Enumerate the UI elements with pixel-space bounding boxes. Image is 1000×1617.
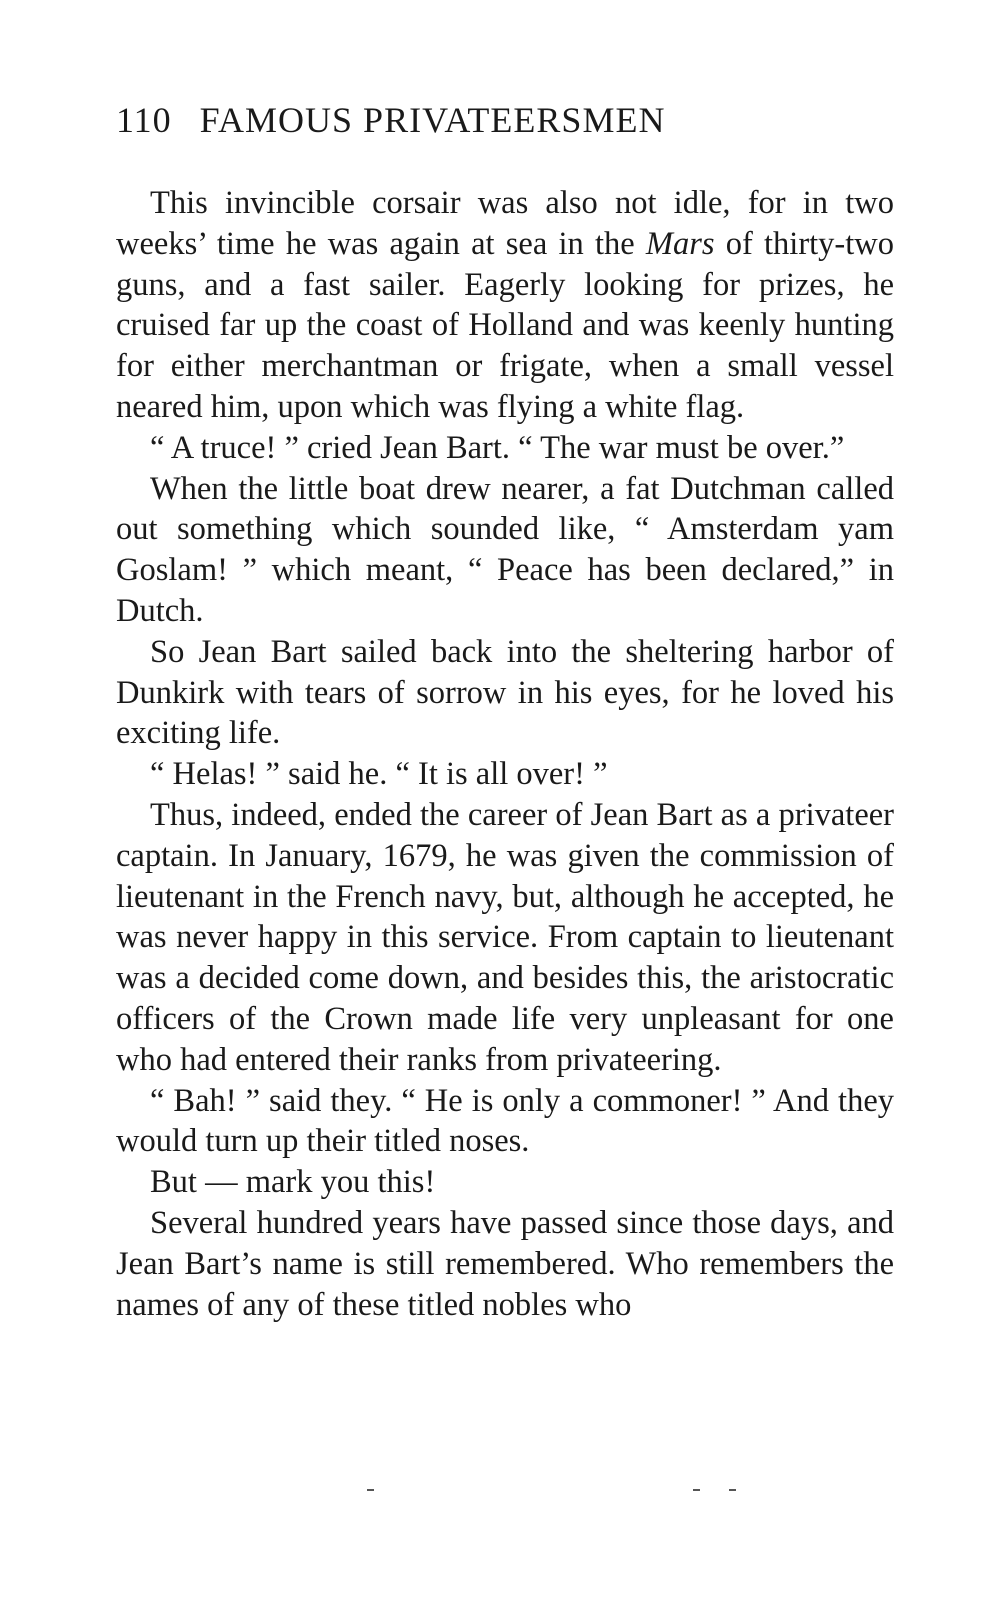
- ship-name: Mars: [645, 225, 715, 262]
- paragraph: So Jean Bart sailed back into the sheltering harbor of Dunkirk with tears of sorrow in his eyes, for he loved his exciting life.: [116, 633, 894, 752]
- body-text: [116, 183, 894, 1325]
- print-speck: [367, 1489, 374, 1491]
- paragraph-text: This invincible corsair was also not idle, for in two weeks’ time he was again at sea in the: [116, 185, 894, 262]
- paragraph: “ Bah! ” said they. “ He is only a commoner! ” And they would turn up their titled noses.: [116, 1082, 894, 1160]
- print-speck: [693, 1489, 700, 1491]
- paragraph: When the little boat drew nearer, a fat Dutchman called out something which sounded like, “ Amsterdam yam Goslam! ” which meant, “ Peace has been declared,” in Dutch.: [116, 470, 894, 629]
- paragraph: Several hundred years have passed since those days, and Jean Bart’s name is still remembered. Who remembers the names of any of these titled nobles who: [116, 1204, 894, 1323]
- paragraph-text: of thirty-two guns, and a fast sailer. Eagerly looking for prizes, he cruised far up the coast of Holland and was keenly hunting for either merchantman or frigate, when a small vessel neared him, upon which was flying a white flag.: [116, 225, 894, 425]
- print-specks: [0, 1484, 1000, 1496]
- page-number: 110: [116, 100, 172, 140]
- paragraph: Thus, indeed, ended the career of Jean Bart as a privateer captain. In January, 1679, he was given the commission of lieutenant in the French navy, but, although he accepted, he was never happy in this service. From captain to lieutenant was a decided come down, and besides this, the aristocratic officers of the Crown made life very unpleasant for one who had entered their ranks from privateering.: [116, 796, 894, 1078]
- paragraph: “ A truce! ” cried Jean Bart. “ The war must be over.”: [150, 429, 845, 466]
- paragraph: “ Helas! ” said he. “ It is all over! ”: [150, 756, 608, 793]
- paragraph: But — mark you this!: [150, 1164, 436, 1201]
- paragraph: [116, 183, 894, 428]
- running-title: FAMOUS PRIVATEERSMEN: [199, 100, 666, 140]
- print-speck: [729, 1489, 736, 1491]
- running-header: [116, 95, 896, 145]
